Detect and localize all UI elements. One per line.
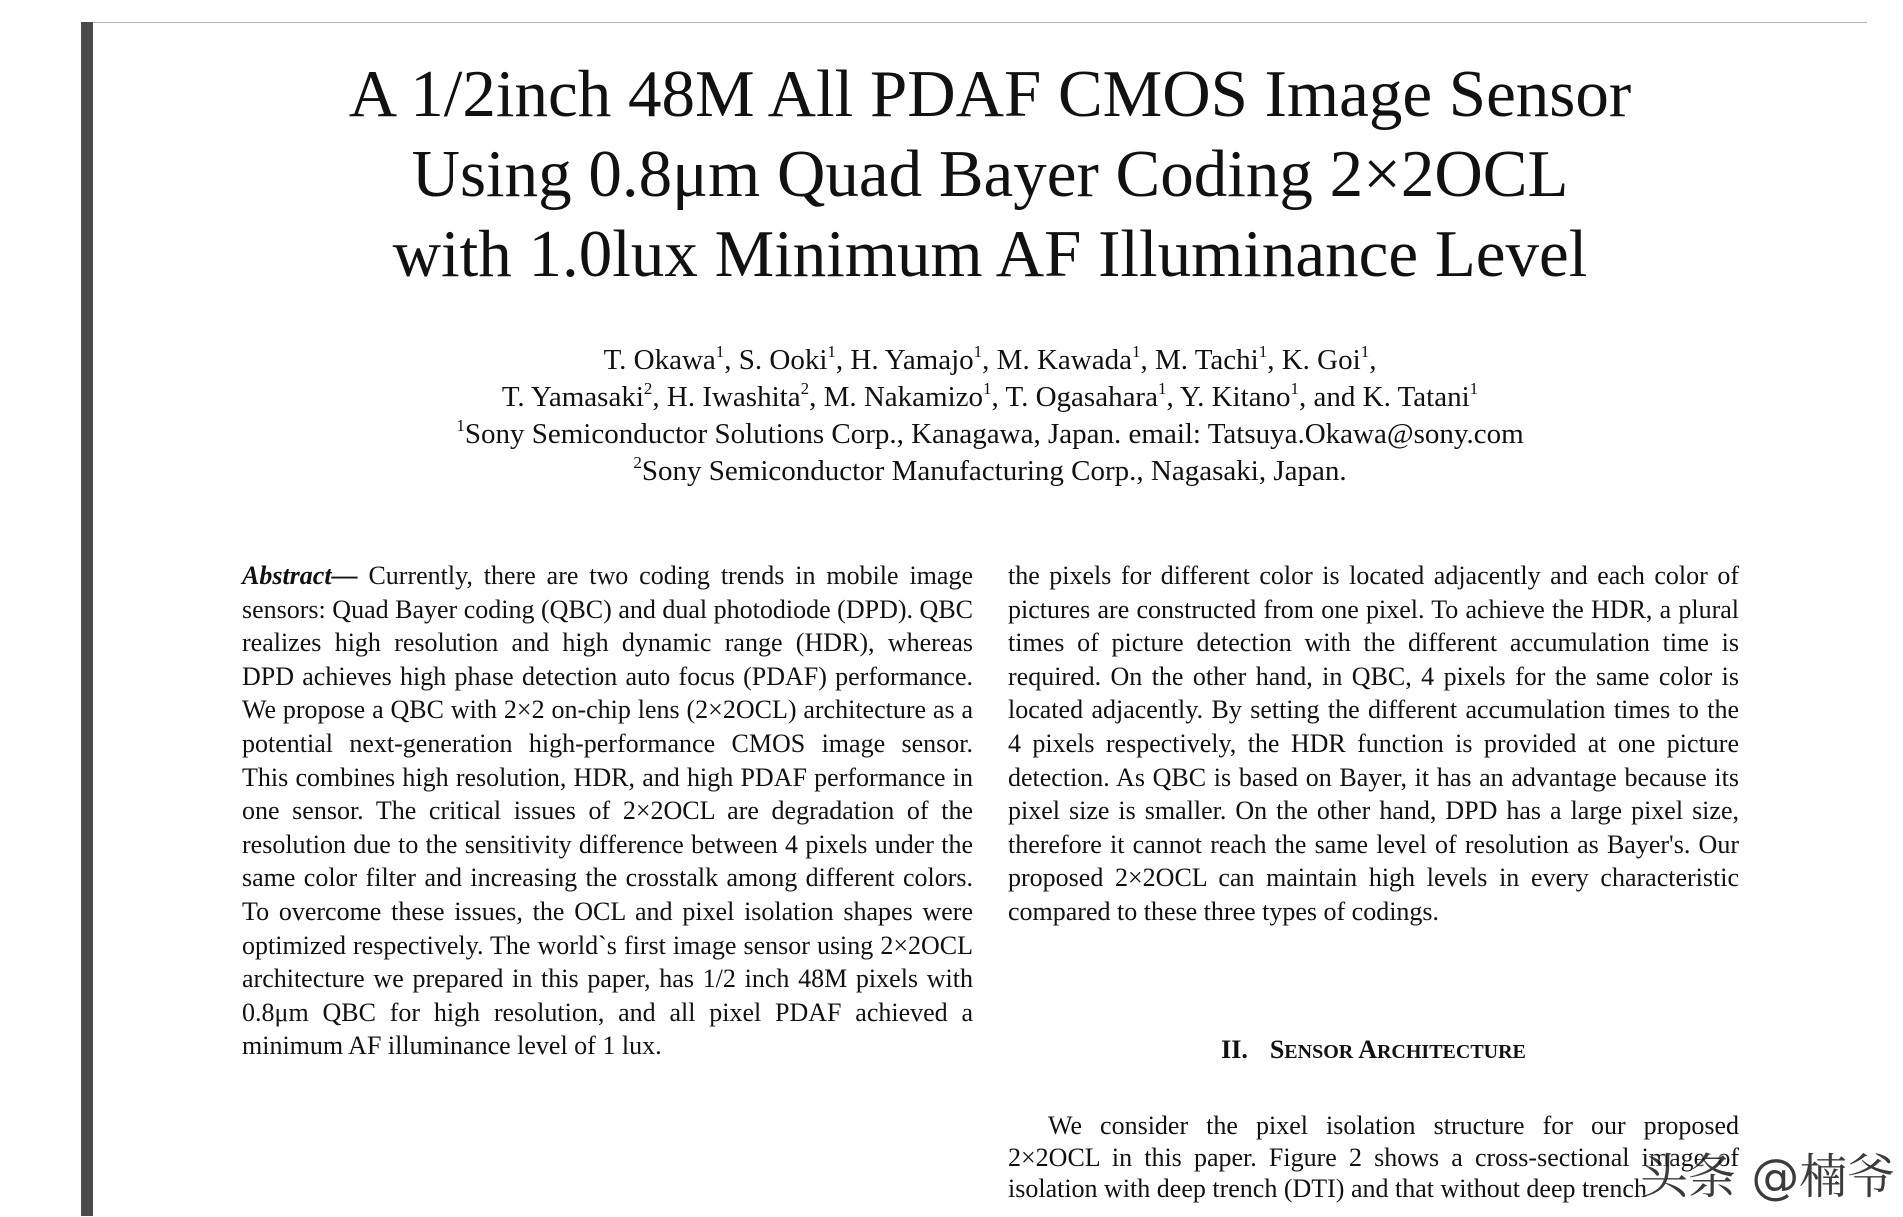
author-name: H. Yamajo — [850, 344, 974, 376]
author-separator: , — [1267, 344, 1282, 376]
author-affiliation-mark: 1 — [1469, 379, 1479, 398]
author-separator: , — [991, 381, 1006, 413]
author-separator: , — [1369, 344, 1377, 376]
author-affiliation-mark: 2 — [800, 379, 810, 398]
author-affiliation-mark: 1 — [973, 342, 983, 361]
author-name: T. Okawa — [603, 344, 716, 376]
author-separator: , — [1140, 344, 1155, 376]
author-name: H. Iwashita — [666, 381, 801, 413]
section-title-part: A — [1358, 1035, 1377, 1064]
title-line-3: with 1.0lux Minimum AF Illuminance Level — [392, 217, 1588, 291]
author-separator: , — [1166, 381, 1180, 413]
author-affiliation-mark: 1 — [1157, 379, 1167, 398]
section-title-part: RCHITECTURE — [1376, 1041, 1526, 1063]
paper-title — [200, 54, 1780, 294]
section-title — [1270, 1035, 1526, 1064]
abstract-text: Currently, there are two coding trends in mobile image sensors: Quad Bayer coding (QBC) and dual photodiode (DPD). QBC realizes high resolution and high dynamic range (HDR), whereas DPD achieves high phase detection auto focus (PDAF) performance. We propose a QBC with 2×2 on-chip lens (2×2OCL) architecture as a potential next-generation high-performance CMOS image sensor. This combines high resolution, HDR, and high PDAF performance in one sensor. The critical issues of 2×2OCL are degradation of the resolution due to the sensitivity difference between 4 pixels under the same color filter and increasing the crosstalk among different colors. To overcome these issues, the OCL and pixel isolation shapes were optimized respectively. The world`s first image sensor using 2×2OCL architecture we prepared in this paper, has 1/2 inch 48M pixels with 0.8μm QBC for high resolution, and all pixel PDAF achieved a minimum AF illuminance level of 1 lux. — [242, 561, 973, 1061]
author-affiliation-mark: 1 — [1290, 379, 1300, 398]
author-affiliation-mark: 1 — [1360, 342, 1370, 361]
author-block — [200, 342, 1780, 490]
authors-line-1 — [200, 342, 1780, 379]
affiliation-2 — [200, 453, 1780, 490]
author-separator: , — [652, 381, 667, 413]
section-number: II. — [1221, 1035, 1248, 1064]
section-paragraph: We consider the pixel isolation structure for our proposed 2×2OCL in this paper. Figure 2 shows a cross-sectional image of isolation with deep trench (DTI) and that without deep trench — [1008, 1111, 1739, 1203]
author-affiliation-mark: 2 — [643, 379, 653, 398]
author-name: K. Goi — [1281, 344, 1361, 376]
author-name: M. Kawada — [996, 344, 1132, 376]
author-name: T. Yamasaki — [501, 381, 644, 413]
author-affiliation-mark: 1 — [715, 342, 725, 361]
affiliation-1 — [200, 416, 1780, 453]
page-left-edge-bar — [81, 22, 93, 1216]
intro-paragraph-continued: the pixels for different color is located adjacently and each color of pictures are constructed from one pixel. To achieve the HDR, a plural times of picture detection with the different accumulation time is required. On the other hand, in QBC, 4 pixels for the same color is located adjacently. By setting the different accumulation times to the 4 pixels respectively, the HDR function is provided at one picture detection. As QBC is based on Bayer, it has an advantage because its pixel size is smaller. On the other hand, DPD has a large pixel size, therefore it cannot reach the same level of resolution as Bayer's. Our proposed 2×2OCL can maintain high levels in every characteristic compared to these three types of codings. — [1008, 561, 1739, 926]
section-title-part: ENSOR — [1284, 1041, 1359, 1063]
author-separator: , — [809, 381, 824, 413]
title-line-2: Using 0.8μm Quad Bayer Coding 2×2OCL — [411, 137, 1569, 211]
affiliation-1-text: Sony Semiconductor Solutions Corp., Kanagawa, Japan. email: Tatsuya.Okawa@sony.com — [464, 418, 1524, 450]
author-name: S. Ooki — [738, 344, 828, 376]
abstract-label: Abstract— — [242, 561, 358, 590]
author-name: T. Ogasahara — [1005, 381, 1158, 413]
author-separator: , — [982, 344, 997, 376]
author-affiliation-mark: 1 — [983, 379, 992, 398]
author-affiliation-mark: 1 — [827, 342, 836, 361]
affiliation-1-mark: 1 — [456, 416, 465, 435]
section-title-part: S — [1269, 1035, 1285, 1064]
watermark: 头条 @楠爷 — [1640, 1149, 1896, 1205]
author-name: Y. Kitano — [1179, 381, 1291, 413]
author-separator: , — [724, 344, 739, 376]
authors-line-2 — [200, 379, 1780, 416]
author-name: M. Tachi — [1154, 344, 1259, 376]
author-separator: , and — [1299, 381, 1363, 413]
section-heading — [1008, 1033, 1739, 1069]
author-affiliation-mark: 1 — [1131, 342, 1141, 361]
abstract — [242, 559, 973, 1063]
affiliation-2-text: Sony Semiconductor Manufacturing Corp., Nagasaki, Japan. — [641, 455, 1347, 487]
author-name: M. Nakamizo — [823, 381, 984, 413]
affiliation-2-mark: 2 — [633, 453, 642, 472]
author-name: K. Tatani — [1362, 381, 1470, 413]
author-separator: , — [835, 344, 851, 376]
title-line-1: A 1/2inch 48M All PDAF CMOS Image Sensor — [348, 57, 1632, 131]
author-affiliation-mark: 1 — [1258, 342, 1268, 361]
